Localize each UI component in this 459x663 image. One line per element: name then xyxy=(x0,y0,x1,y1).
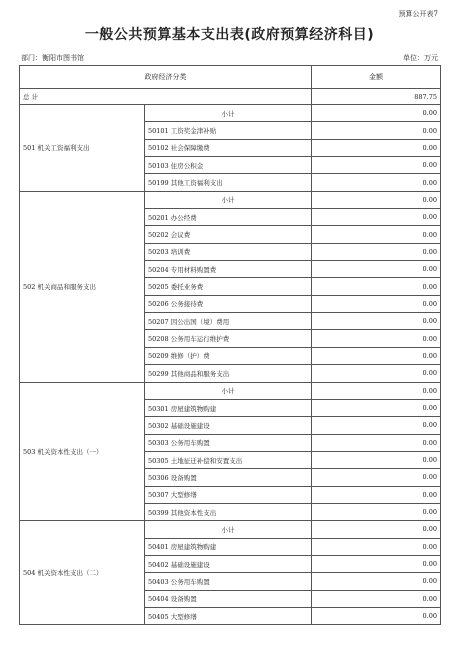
item-amount: 0.00 xyxy=(312,607,441,624)
category-group-label: 501 机关工资福利支出 xyxy=(20,105,145,192)
item-amount: 0.00 xyxy=(312,122,441,139)
item-amount: 0.00 xyxy=(312,295,441,312)
item-amount: 0.00 xyxy=(312,434,441,451)
item-label: 50103 住房公积金 xyxy=(145,157,312,174)
item-amount: 0.00 xyxy=(312,451,441,468)
page-title: 一般公共预算基本支出表(政府预算经济科目) xyxy=(84,27,375,43)
item-label: 50209 维修（护）费 xyxy=(145,347,312,364)
item-amount: 0.00 xyxy=(312,347,441,364)
item-amount: 0.00 xyxy=(312,313,441,330)
item-amount: 0.00 xyxy=(312,139,441,156)
item-amount: 0.00 xyxy=(312,573,441,590)
item-amount: 0.00 xyxy=(312,330,441,347)
subtotal-row xyxy=(20,382,441,399)
item-label: 50303 公务用车购置 xyxy=(145,434,312,451)
item-label: 50205 委托业务费 xyxy=(145,278,312,295)
budget-table-body xyxy=(20,66,441,625)
item-label: 50206 公务接待费 xyxy=(145,295,312,312)
item-amount: 0.00 xyxy=(312,417,441,434)
subtotal-amount: 0.00 xyxy=(312,105,441,122)
unit-label: 单位：万元 xyxy=(403,54,438,62)
subtotal-row xyxy=(20,105,441,122)
category-group-label: 502 机关商品和服务支出 xyxy=(20,191,145,382)
total-row xyxy=(20,89,441,105)
item-label: 50306 设备购置 xyxy=(145,469,312,486)
item-label: 50404 设备购置 xyxy=(145,590,312,607)
table-header-row xyxy=(20,66,441,89)
item-label: 50204 专用材料购置费 xyxy=(145,261,312,278)
budget-table xyxy=(19,65,441,625)
item-amount: 0.00 xyxy=(312,226,441,243)
item-label: 50299 其他商品和服务支出 xyxy=(145,365,312,382)
item-label: 50201 办公经费 xyxy=(145,209,312,226)
item-amount: 0.00 xyxy=(312,590,441,607)
item-amount: 0.00 xyxy=(312,486,441,503)
subtotal-row xyxy=(20,521,441,538)
total-label: 总 计 xyxy=(20,89,312,105)
item-amount: 0.00 xyxy=(312,261,441,278)
column-header-classification: 政府经济分类 xyxy=(20,66,312,89)
category-group-label: 503 机关资本性支出（一） xyxy=(20,382,145,521)
item-label: 50199 其他工资福利支出 xyxy=(145,174,312,191)
item-amount: 0.00 xyxy=(312,243,441,260)
subtotal-label: 小计 xyxy=(145,382,312,399)
category-group-label: 504 机关资本性支出（二） xyxy=(20,521,145,625)
item-label: 50202 会议费 xyxy=(145,226,312,243)
item-label: 50305 土地征迁补偿和安置支出 xyxy=(145,451,312,468)
subtotal-row xyxy=(20,191,441,208)
subtotal-label: 小计 xyxy=(145,191,312,208)
subtotal-amount: 0.00 xyxy=(312,521,441,538)
subtotal-amount: 0.00 xyxy=(312,382,441,399)
item-amount: 0.00 xyxy=(312,278,441,295)
item-label: 50403 公务用车购置 xyxy=(145,573,312,590)
item-label: 50207 因公出国（境）费用 xyxy=(145,313,312,330)
item-label: 50203 培训费 xyxy=(145,243,312,260)
item-label: 50301 房屋建筑物购建 xyxy=(145,399,312,416)
item-amount: 0.00 xyxy=(312,538,441,555)
subtotal-amount: 0.00 xyxy=(312,191,441,208)
item-amount: 0.00 xyxy=(312,503,441,520)
item-label: 50302 基础设施建设 xyxy=(145,417,312,434)
subtotal-label: 小计 xyxy=(145,521,312,538)
item-label: 50402 基础设施建设 xyxy=(145,555,312,572)
column-header-amount: 金额 xyxy=(312,66,441,89)
item-amount: 0.00 xyxy=(312,209,441,226)
item-label: 50208 公务用车运行维护费 xyxy=(145,330,312,347)
table-number-label: 预算公开表7 xyxy=(398,10,438,18)
department-label: 部门：衡阳市图书馆 xyxy=(21,54,84,62)
item-amount: 0.00 xyxy=(312,365,441,382)
item-label: 50101 工资奖金津补贴 xyxy=(145,122,312,139)
item-label: 50401 房屋建筑物购建 xyxy=(145,538,312,555)
item-amount: 0.00 xyxy=(312,399,441,416)
item-label: 50307 大型修缮 xyxy=(145,486,312,503)
item-label: 50399 其他资本性支出 xyxy=(145,503,312,520)
item-amount: 0.00 xyxy=(312,555,441,572)
item-label: 50102 社会保障缴费 xyxy=(145,139,312,156)
total-amount: 887.75 xyxy=(312,89,441,105)
item-amount: 0.00 xyxy=(312,174,441,191)
item-amount: 0.00 xyxy=(312,469,441,486)
item-amount: 0.00 xyxy=(312,157,441,174)
item-label: 50405 大型修缮 xyxy=(145,607,312,624)
subtotal-label: 小计 xyxy=(145,105,312,122)
